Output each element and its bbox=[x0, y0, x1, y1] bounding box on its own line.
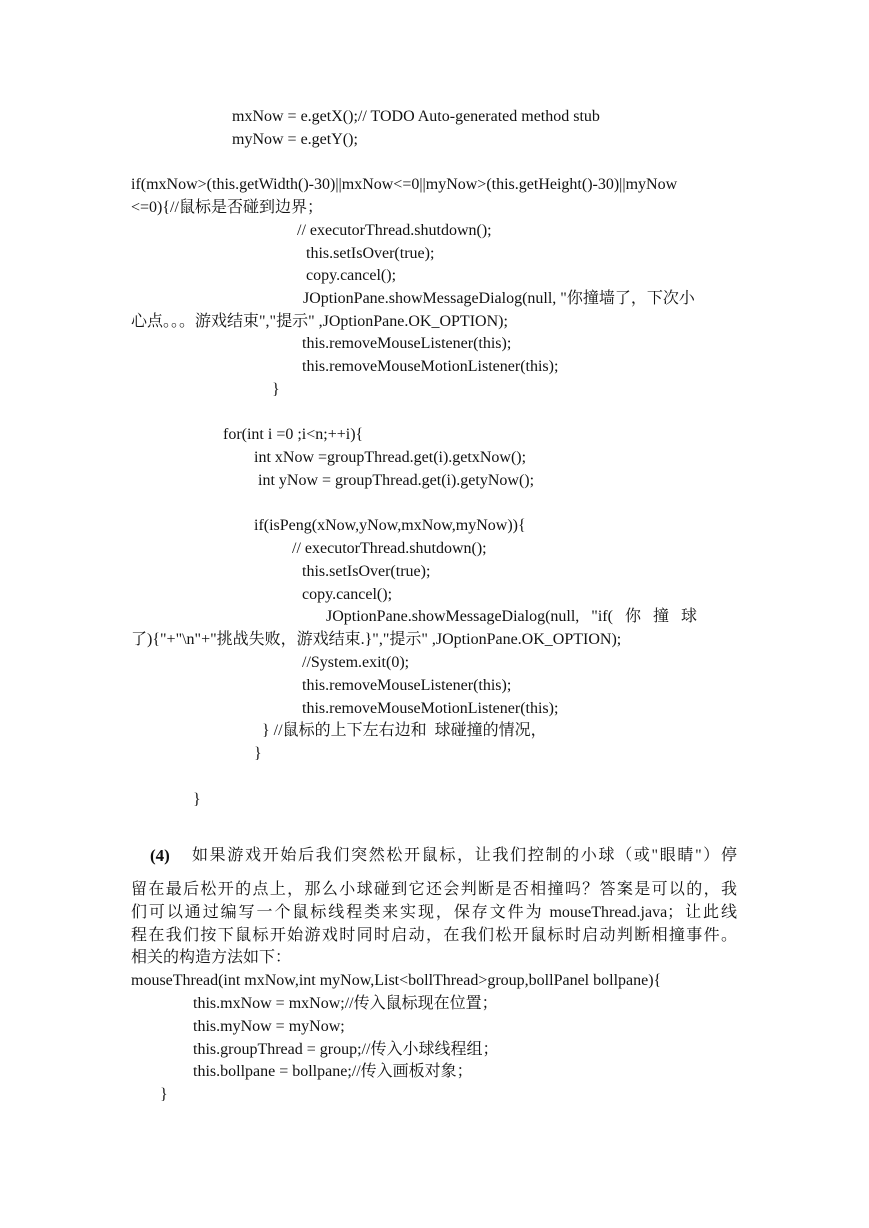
section-number: (4) bbox=[150, 846, 170, 865]
code-line: for(int i =0 ;i<n;++i){ bbox=[223, 426, 364, 443]
code-line: 了){"+"\n"+"挑战失败，游戏结束.}","提示" ,JOptionPane.OK_OPTION); bbox=[131, 631, 622, 648]
code-line: JOptionPane.showMessageDialog(null, "if( 你 撞 球 bbox=[326, 608, 697, 625]
code-line: copy.cancel(); bbox=[306, 267, 397, 284]
code-line: this.setIsOver(true); bbox=[302, 563, 431, 580]
code-line: } bbox=[160, 1086, 168, 1103]
code-line: this.removeMouseListener(this); bbox=[302, 677, 512, 694]
paragraph-line: 留在最后松开的点上，那么小球碰到它还会判断是否相撞吗？答案是可以的，我 bbox=[131, 881, 737, 898]
paragraph-line: 程在我们按下鼠标开始游戏时同时启动，在我们松开鼠标时启动判断相撞事件。 bbox=[131, 927, 737, 944]
code-line: this.setIsOver(true); bbox=[306, 245, 435, 262]
code-line: copy.cancel(); bbox=[302, 586, 393, 603]
code-line: 心点。。。游戏结束","提示" ,JOptionPane.OK_OPTION); bbox=[131, 313, 508, 330]
code-line: if(isPeng(xNow,yNow,mxNow,myNow)){ bbox=[254, 517, 526, 534]
code-line: this.bollpane = bollpane;//传入画板对象； bbox=[193, 1063, 473, 1080]
code-line: //System.exit(0); bbox=[302, 654, 410, 671]
code-line: } //鼠标的上下左右边和 球碰撞的情况， bbox=[262, 722, 547, 739]
code-line: mouseThread(int mxNow,int myNow,List<bollThread>group,bollPanel bollpane){ bbox=[131, 972, 662, 989]
paragraph-line: 们可以通过编写一个鼠标线程类来实现，保存文件为 mouseThread.java；让此线 bbox=[131, 904, 737, 921]
code-line: JOptionPane.showMessageDialog(null, "你撞墙了，下次小 bbox=[303, 290, 695, 307]
code-line: int xNow =groupThread.get(i).getxNow(); bbox=[254, 449, 527, 466]
code-line: this.myNow = myNow; bbox=[193, 1018, 345, 1035]
code-line: // executorThread.shutdown(); bbox=[297, 222, 492, 239]
paragraph-line: 相关的构造方法如下： bbox=[131, 949, 292, 966]
code-line: // executorThread.shutdown(); bbox=[292, 540, 487, 557]
code-line: } bbox=[254, 745, 262, 762]
code-line: this.groupThread = group;//传入小球线程组； bbox=[193, 1041, 499, 1058]
code-line: this.mxNow = mxNow;//传入鼠标现在位置； bbox=[193, 995, 498, 1012]
paragraph-line: 如果游戏开始后我们突然松开鼠标，让我们控制的小球（或"眼睛"）停 bbox=[192, 847, 737, 864]
code-line: this.removeMouseMotionListener(this); bbox=[302, 358, 559, 375]
code-line: myNow = e.getY(); bbox=[232, 131, 358, 148]
code-line: this.removeMouseMotionListener(this); bbox=[302, 700, 559, 717]
code-line: if(mxNow>(this.getWidth()-30)||mxNow<=0||myNow>(this.getHeight()-30)||myNow bbox=[131, 176, 678, 193]
code-line: mxNow = e.getX();// TODO Auto-generated method stub bbox=[232, 108, 600, 125]
code-line: } bbox=[272, 381, 280, 398]
code-line: int yNow = groupThread.get(i).getyNow(); bbox=[258, 472, 535, 489]
code-line: <=0){//鼠标是否碰到边界； bbox=[131, 199, 323, 216]
code-line: } bbox=[193, 791, 201, 808]
code-line: this.removeMouseListener(this); bbox=[302, 335, 512, 352]
